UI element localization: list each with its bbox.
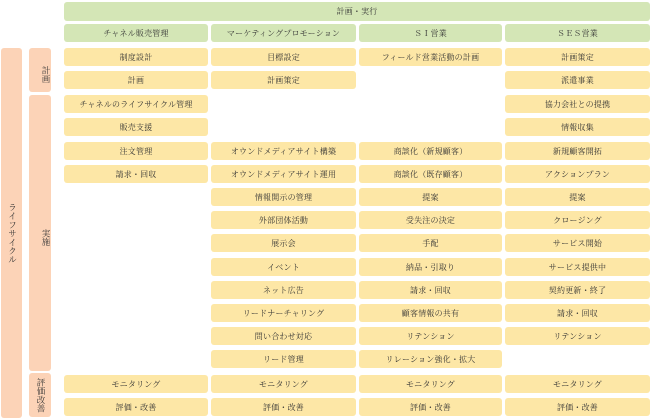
- item-si-field-plan: フィールド営業活動の計画: [359, 48, 502, 66]
- phase-execute: 実施: [29, 95, 51, 371]
- item-ses-service-start: サービス開始: [505, 234, 650, 252]
- item-mkt-monitoring: モニタリング: [211, 375, 356, 393]
- item-channel-billing: 請求・回収: [64, 165, 208, 183]
- item-ses-action-plan: アクションプラン: [505, 165, 650, 183]
- item-si-win-loss: 受失注の決定: [359, 211, 502, 229]
- item-ses-billing: 請求・回収: [505, 304, 650, 322]
- column-header-ses-sales: ＳＥＳ営業: [505, 24, 650, 42]
- phase-evaluate-improve: 評価改善: [29, 373, 51, 417]
- item-channel-monitoring: モニタリング: [64, 375, 208, 393]
- item-si-evaluation: 評価・改善: [359, 398, 502, 416]
- item-ses-monitoring: モニタリング: [505, 375, 650, 393]
- column-header-channel: チャネル販売管理: [64, 24, 208, 42]
- item-mkt-event: イベント: [211, 258, 356, 276]
- item-si-deal-existing: 商談化（既存顧客）: [359, 165, 502, 183]
- item-mkt-lead-nurturing: リードナーチャリング: [211, 304, 356, 322]
- item-channel-evaluation: 評価・改善: [64, 398, 208, 416]
- item-mkt-planning: 計画策定: [211, 71, 356, 89]
- column-header-marketing: マーケティングプロモーション: [211, 24, 356, 42]
- item-channel-sales-support: 販売支援: [64, 118, 208, 136]
- item-mkt-goal-setting: 目標設定: [211, 48, 356, 66]
- item-mkt-external-groups: 外部団体活動: [211, 211, 356, 229]
- item-mkt-evaluation: 評価・改善: [211, 398, 356, 416]
- item-ses-dispatch: 派遣事業: [505, 71, 650, 89]
- item-channel-order-mgmt: 注文管理: [64, 142, 208, 160]
- item-ses-retention: リテンション: [505, 327, 650, 345]
- item-si-billing: 請求・回収: [359, 281, 502, 299]
- item-si-arrangement: 手配: [359, 234, 502, 252]
- item-si-proposal: 提案: [359, 188, 502, 206]
- item-si-retention: リテンション: [359, 327, 502, 345]
- phase-plan: 計画: [29, 48, 51, 92]
- item-si-monitoring: モニタリング: [359, 375, 502, 393]
- item-si-customer-info: 顧客情報の共有: [359, 304, 502, 322]
- item-ses-evaluation: 評価・改善: [505, 398, 650, 416]
- item-mkt-net-ads: ネット広告: [211, 281, 356, 299]
- lifecycle-label: ライフサイクル: [1, 48, 22, 418]
- item-channel-plan: 計画: [64, 71, 208, 89]
- item-channel-system-design: 制度設計: [64, 48, 208, 66]
- item-mkt-exhibition: 展示会: [211, 234, 356, 252]
- item-channel-lifecycle: チャネルのライフサイクル管理: [64, 95, 208, 113]
- item-mkt-owned-media-operate: オウンドメディアサイト運用: [211, 165, 356, 183]
- item-ses-service-ongoing: サービス提供中: [505, 258, 650, 276]
- item-si-deal-new: 商談化（新規顧客）: [359, 142, 502, 160]
- item-ses-contract-renewal: 契約更新・終了: [505, 281, 650, 299]
- item-ses-proposal: 提案: [505, 188, 650, 206]
- column-header-si-sales: ＳＩ営業: [359, 24, 502, 42]
- header-plan-execute: 計画・実行: [64, 2, 650, 21]
- item-mkt-inquiry: 問い合わせ対応: [211, 327, 356, 345]
- item-mkt-lead-mgmt: リード管理: [211, 350, 356, 368]
- item-si-relationship: リレーション強化・拡大: [359, 350, 502, 368]
- item-si-delivery: 納品・引取り: [359, 258, 502, 276]
- item-ses-info-gathering: 情報収集: [505, 118, 650, 136]
- item-ses-closing: クロージング: [505, 211, 650, 229]
- item-mkt-owned-media-build: オウンドメディアサイト構築: [211, 142, 356, 160]
- item-ses-new-customers: 新規顧客開拓: [505, 142, 650, 160]
- item-mkt-disclosure: 情報開示の管理: [211, 188, 356, 206]
- item-ses-partners: 協力会社との提携: [505, 95, 650, 113]
- item-ses-planning: 計画策定: [505, 48, 650, 66]
